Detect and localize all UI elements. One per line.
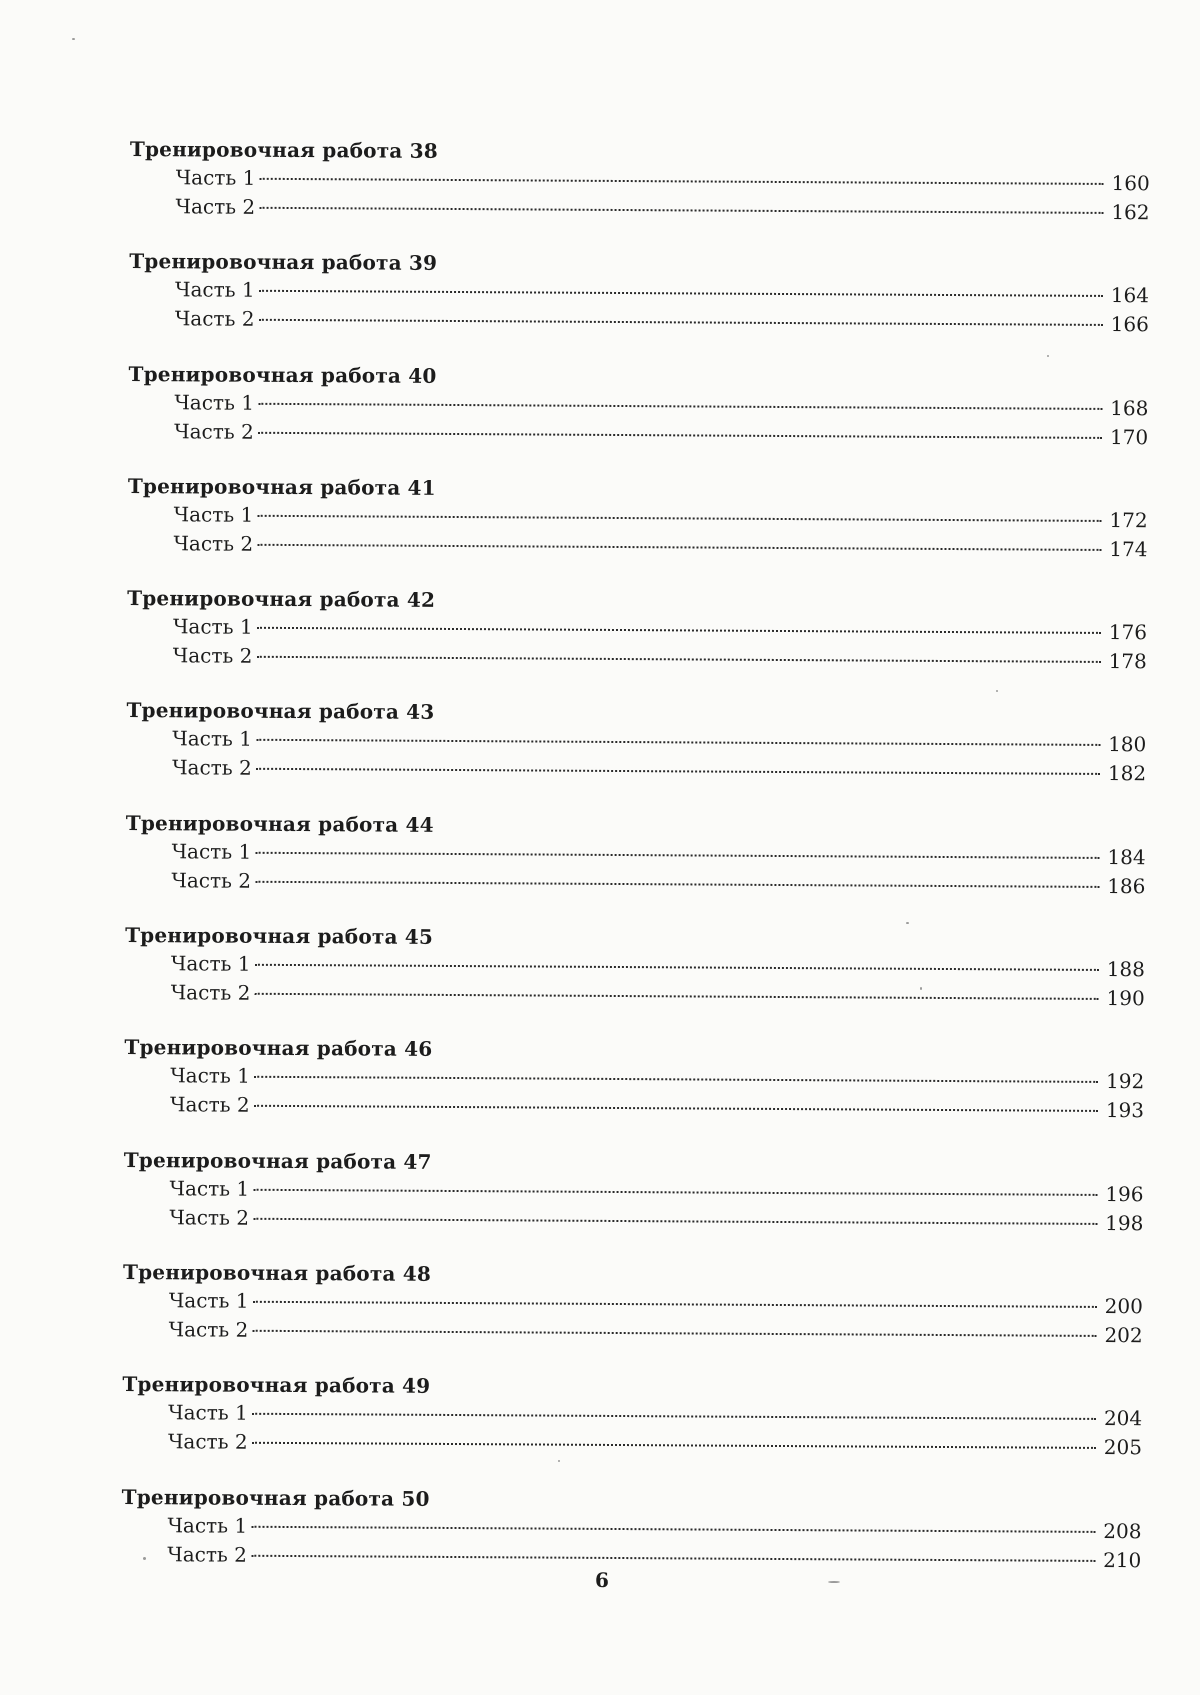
entry-page-number: 172: [1109, 507, 1148, 533]
section-title: Тренировочная работа 42: [127, 586, 436, 613]
scan-speck: [828, 1581, 840, 1583]
entry-page-number: 192: [1105, 1069, 1145, 1094]
table-of-contents: [121, 135, 1150, 1601]
toc-entry: [169, 1315, 1143, 1350]
entry-page-number: 198: [1105, 1210, 1144, 1235]
dot-leader: [259, 290, 1103, 297]
entry-page-number: 196: [1105, 1181, 1144, 1206]
entry-page-number: 202: [1104, 1322, 1143, 1348]
toc-entry: [175, 192, 1149, 227]
entry-page-number: 184: [1107, 844, 1146, 869]
dot-leader: [258, 319, 1102, 326]
toc-section: [122, 1258, 1143, 1377]
entry-label: Часть 2: [172, 643, 253, 668]
toc-section: [123, 1146, 1144, 1265]
entry-label: Часть 1: [173, 502, 254, 527]
scan-speck: [996, 690, 998, 692]
entry-page-number: 174: [1109, 536, 1148, 562]
dot-leader: [256, 739, 1100, 746]
toc-entry: [172, 754, 1146, 789]
toc-section: [126, 696, 1147, 815]
entry-label: Часть 1: [174, 277, 255, 303]
toc-entry: [171, 978, 1145, 1013]
entry-page-number: 162: [1111, 199, 1150, 225]
entry-label: Часть 1: [174, 389, 255, 415]
section-title: Тренировочная работа 43: [126, 698, 435, 725]
dot-leader: [255, 964, 1099, 971]
toc-entry: [175, 305, 1149, 340]
section-title: Тренировочная работа 47: [123, 1147, 432, 1174]
entry-page-number: 208: [1103, 1518, 1142, 1543]
section-title: Тренировочная работа 48: [122, 1259, 432, 1286]
toc-section: [121, 1483, 1142, 1602]
scan-speck: [906, 922, 909, 924]
toc-entry: [171, 866, 1145, 901]
section-title: Тренировочная работа 46: [124, 1035, 433, 1062]
entry-label: Часть 2: [167, 1541, 248, 1567]
entry-label: Часть 1: [175, 165, 256, 190]
toc-entry: [174, 417, 1148, 452]
section-title: Тренировочная работа 44: [125, 810, 434, 837]
entry-page-number: 176: [1108, 620, 1148, 645]
toc-section: [125, 921, 1146, 1040]
entry-page-number: 204: [1103, 1406, 1143, 1431]
section-title: Тренировочная работа 40: [128, 361, 437, 388]
toc-entry: [173, 641, 1147, 676]
dot-leader: [259, 207, 1103, 214]
entry-label: Часть 2: [170, 980, 251, 1005]
scan-speck: [72, 38, 75, 40]
dot-leader: [257, 515, 1101, 522]
toc-section: [128, 360, 1149, 479]
page-number: 6: [595, 1568, 609, 1592]
toc-section: [122, 1370, 1143, 1489]
entry-label: Часть 1: [168, 1400, 248, 1426]
entry-page-number: 182: [1107, 761, 1147, 786]
dot-leader: [251, 1525, 1095, 1532]
dot-leader: [252, 1413, 1096, 1420]
dot-leader: [257, 627, 1101, 634]
scan-speck: [1047, 355, 1049, 357]
dot-leader: [257, 544, 1101, 551]
entry-label: Часть 1: [169, 1175, 250, 1201]
entry-page-number: 186: [1107, 873, 1146, 898]
entry-page-number: 180: [1108, 732, 1147, 757]
dot-leader: [252, 1442, 1096, 1449]
entry-page-number: 200: [1104, 1293, 1143, 1319]
entry-label: Часть 2: [172, 755, 252, 781]
dot-leader: [252, 1301, 1096, 1308]
entry-page-number: 188: [1106, 957, 1145, 982]
dot-leader: [254, 1076, 1098, 1083]
entry-label: Часть 2: [170, 1092, 250, 1118]
dot-leader: [251, 1554, 1095, 1561]
entry-page-number: 164: [1110, 283, 1150, 308]
entry-label: Часть 2: [171, 868, 252, 893]
toc-section: [127, 584, 1148, 703]
entry-label: Часть 2: [174, 418, 254, 444]
dot-leader: [255, 852, 1099, 859]
entry-label: Часть 2: [169, 1204, 250, 1230]
entry-label: Часть 1: [168, 1288, 249, 1313]
entry-label: Часть 2: [173, 531, 254, 556]
entry-label: Часть 1: [170, 951, 251, 976]
toc-section: [129, 247, 1150, 366]
entry-label: Часть 1: [172, 614, 253, 639]
entry-label: Часть 2: [175, 194, 256, 219]
dot-leader: [254, 993, 1098, 1000]
entry-page-number: 160: [1111, 170, 1150, 196]
entry-page-number: 193: [1105, 1098, 1145, 1123]
entry-page-number: 166: [1110, 312, 1149, 337]
entry-label: Часть 1: [170, 1063, 250, 1089]
toc-entry: [170, 1091, 1144, 1126]
toc-section: [127, 472, 1148, 591]
dot-leader: [258, 402, 1102, 409]
section-title: Тренировочная работа 45: [125, 923, 434, 949]
entry-label: Часть 1: [172, 726, 253, 752]
entry-page-number: 205: [1103, 1435, 1143, 1460]
section-title: Тренировочная работа 38: [129, 136, 438, 163]
dot-leader: [253, 1188, 1097, 1195]
entry-page-number: 210: [1103, 1547, 1142, 1572]
dot-leader: [256, 768, 1100, 775]
toc-section: [129, 135, 1150, 254]
section-title: Тренировочная работа 49: [122, 1372, 431, 1399]
dot-leader: [255, 881, 1099, 888]
entry-label: Часть 2: [167, 1429, 248, 1455]
toc-entry: [169, 1203, 1143, 1238]
toc-entry: [173, 529, 1147, 564]
toc-entry: [168, 1428, 1142, 1463]
dot-leader: [253, 1217, 1097, 1224]
entry-label: Часть 1: [167, 1512, 248, 1538]
scan-speck: [920, 987, 922, 990]
entry-label: Часть 2: [174, 306, 255, 332]
section-title: Тренировочная работа 39: [129, 249, 438, 276]
toc-entry: [167, 1540, 1141, 1575]
section-title: Тренировочная работа 41: [127, 473, 436, 500]
toc-section: [124, 1033, 1145, 1152]
toc-section: [125, 809, 1146, 928]
entry-page-number: 190: [1106, 986, 1145, 1011]
entry-page-number: 170: [1109, 424, 1149, 449]
entry-page-number: 168: [1110, 395, 1149, 420]
entry-label: Часть 1: [171, 839, 252, 864]
dot-leader: [259, 178, 1103, 185]
dot-leader: [256, 656, 1100, 663]
dot-leader: [252, 1330, 1096, 1337]
scan-speck: [558, 1460, 560, 1462]
section-title: Тренировочная работа 50: [121, 1484, 430, 1511]
entry-label: Часть 2: [168, 1317, 249, 1342]
scan-speck: [143, 1557, 146, 1560]
entry-page-number: 178: [1108, 649, 1147, 674]
dot-leader: [254, 1105, 1098, 1112]
dot-leader: [258, 431, 1102, 438]
